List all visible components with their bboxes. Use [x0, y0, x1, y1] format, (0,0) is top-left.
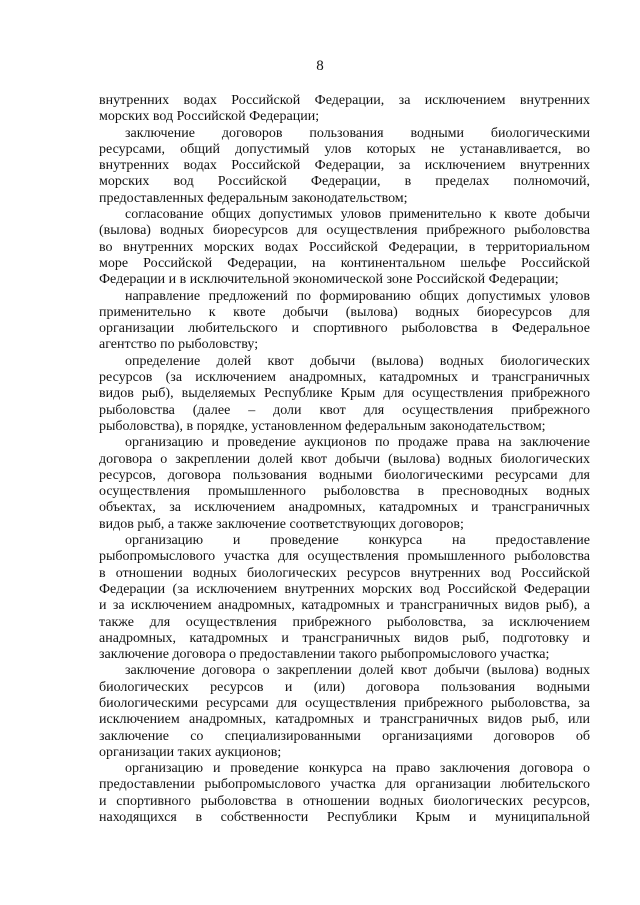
- text-line: Федерации и в исключительной экономической зоне Российской Федерации;: [99, 272, 559, 288]
- text-line: направление предложений по формированию общих допустимых уловов: [125, 288, 590, 304]
- text-line: внутренних водах Российской Федерации, за исключением внутренних: [99, 158, 590, 174]
- paragraph: [99, 207, 590, 288]
- text-line: во внутренних морских водах Российской Федерации, в территориальном: [99, 239, 590, 255]
- text-line: видов рыб, а также заключение соответствующих договоров;: [99, 516, 464, 532]
- text-line: заключение договора о предоставлении такого рыбопромыслового участка;: [99, 647, 550, 663]
- text-line: агентство по рыболовству;: [99, 337, 259, 353]
- text-line: и спортивного рыболовства в отношении водных биологических ресурсов,: [99, 793, 590, 809]
- text-line: заключение со специализированными организациями договоров об: [99, 728, 590, 744]
- text-line: рыболовства (далее – доли квот для осуществления прибрежного: [99, 402, 590, 418]
- text-line: объектах, за исключением анадромных, катадромных и трансграничных: [99, 500, 590, 516]
- text-line: предоставленных федеральным законодательством;: [99, 190, 408, 206]
- text-line: биологических ресурсов и (или) договора пользования водными: [99, 679, 590, 695]
- text-line: морских вод Российской Федерации, в пределах полномочий,: [99, 174, 590, 190]
- text-line: (вылова) водных биоресурсов для осуществления прибрежного рыболовства: [99, 223, 590, 239]
- text-line: определение долей квот добычи (вылова) водных биологических: [125, 353, 590, 369]
- text-line: ресурсов, договора пользования водными биологическими ресурсами для: [99, 467, 590, 483]
- paragraph: [99, 435, 590, 533]
- text-line: внутренних водах Российской Федерации, за исключением внутренних: [99, 93, 590, 108]
- text-line: анадромных, катадромных и трансграничных видов рыб, подготовку и: [99, 630, 590, 646]
- paragraph: [99, 761, 590, 826]
- text-line: согласование общих допустимых уловов применительно к квоте добычи: [125, 207, 590, 223]
- text-line: также для осуществления прибрежного рыболовства, за исключением: [99, 614, 590, 630]
- paragraph: [99, 93, 590, 126]
- paragraph: [99, 533, 590, 663]
- text-line: ресурсами, общий допустимый улов которых не устанавливается, во: [99, 141, 590, 157]
- text-line: и за исключением анадромных, катадромных и трансграничных видов рыб), а: [99, 598, 590, 614]
- text-line: находящихся в собственности Республики Крым и муниципальной: [99, 810, 590, 826]
- paragraph: [99, 126, 590, 207]
- text-line: заключение договора о закреплении долей квот добычи (вылова) водных: [125, 663, 590, 679]
- text-line: применительно к квоте добычи (вылова) водных биоресурсов для: [99, 304, 590, 320]
- text-line: организацию и проведение аукционов по продаже права на заключение: [125, 435, 590, 451]
- text-line: договора о закреплении долей квот добычи (вылова) водных биологических: [99, 451, 590, 467]
- text-line: предоставлении рыбопромыслового участка для организации любительского: [99, 777, 590, 793]
- text-line: в отношении водных биологических ресурсов внутренних вод Российской: [99, 565, 590, 581]
- text-line: осуществления промышленного рыболовства в пресноводных водных: [99, 484, 590, 500]
- text-line: организацию и проведение конкурса на предоставление: [125, 533, 590, 549]
- page-number: 8: [316, 58, 324, 74]
- text-line: организации любительского и спортивного рыболовства в Федеральное: [99, 321, 590, 337]
- text-line: рыболовства), в порядке, установленном федеральным законодательством;: [99, 418, 546, 434]
- text-line: Федерации (за исключением внутренних морских вод Российской Федерации: [99, 581, 590, 597]
- text-line: рыбопромыслового участка для осуществления промышленного рыболовства: [99, 549, 590, 565]
- text-line: морских вод Российской Федерации;: [99, 109, 320, 125]
- text-line: видов рыб), выделяемых Республике Крым для осуществления прибрежного: [99, 386, 590, 402]
- text-line: исключением анадромных, катадромных и трансграничных видов рыб, или: [99, 712, 590, 728]
- text-line: организации таких аукционов;: [99, 744, 282, 760]
- text-line: море Российской Федерации, на континентальном шельфе Российской: [99, 255, 590, 271]
- text-line: заключение договоров пользования водными биологическими: [125, 125, 590, 141]
- text-line: биологическими ресурсами для осуществления прибрежного рыболовства, за: [99, 695, 590, 711]
- text-line: ресурсов (за исключением анадромных, катадромных и трансграничных: [99, 370, 590, 386]
- paragraph: [99, 354, 590, 435]
- paragraph: [99, 663, 590, 761]
- text-line: организацию и проведение конкурса на право заключения договора о: [125, 761, 590, 777]
- paragraph: [99, 289, 590, 354]
- document-body: [99, 93, 590, 826]
